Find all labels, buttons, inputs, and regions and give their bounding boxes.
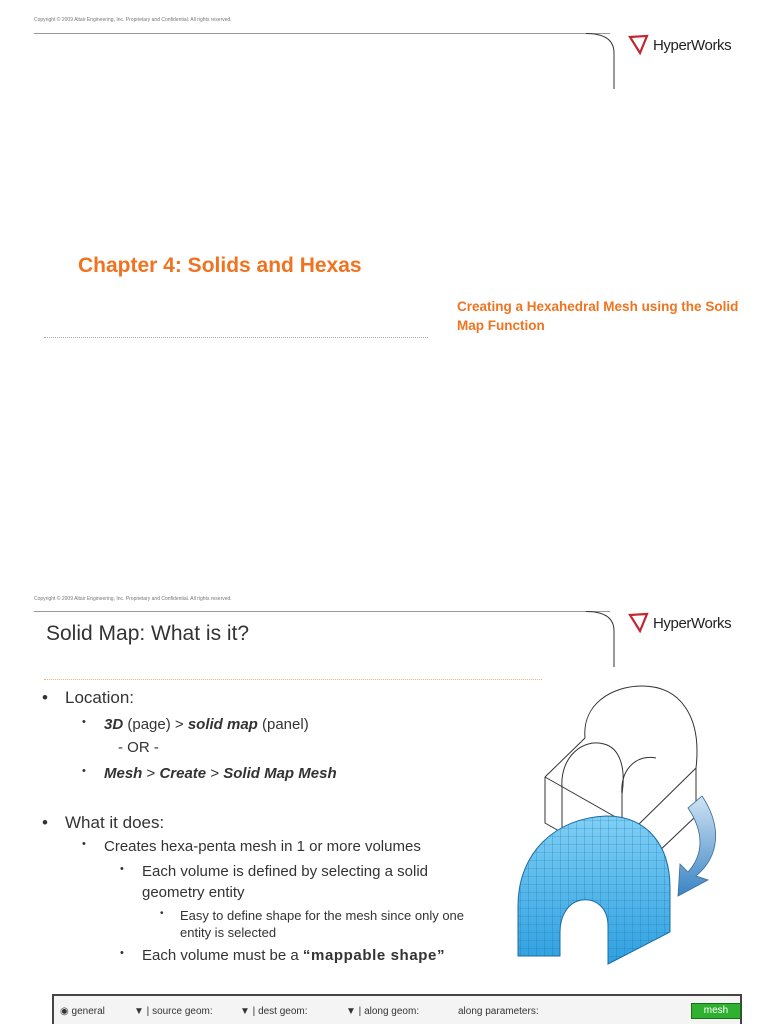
text-gt: >	[206, 765, 224, 782]
chapter-title: Chapter 4: Solids and Hexas	[78, 254, 362, 277]
copyright-text: Copyright © 2009 Altair Engineering, Inc. Proprietary and Confidential. All rights reserved.	[34, 17, 232, 23]
bullet-what-it-does: What it does:	[65, 813, 165, 832]
bullet-dot: •	[82, 838, 86, 850]
bullet-dot: •	[120, 863, 124, 875]
header-rule	[34, 33, 610, 34]
bullet-dot: •	[120, 947, 124, 959]
text-page: (page) >	[123, 716, 188, 733]
slide-solid-map	[0, 590, 768, 1024]
bullet-mappable	[142, 947, 445, 964]
bullet-dot: •	[82, 765, 86, 777]
bullet-easy-1: Easy to define shape for the mesh since only one	[180, 908, 465, 923]
dest-geom-label: dest geom:	[258, 1006, 308, 1017]
text-mappable-shape: “mappable shape”	[302, 947, 446, 964]
bullet-dot: •	[42, 813, 48, 832]
bullet-dot: •	[82, 716, 86, 728]
text-gt: >	[142, 765, 160, 782]
bullet-mesh-create	[104, 765, 337, 782]
mesh-button[interactable]: mesh	[691, 1003, 741, 1019]
logo-text: HyperWorks	[653, 36, 732, 54]
text-solid-map: solid map	[187, 716, 258, 733]
along-geom-dropdown[interactable]: ▼ | along geom:	[346, 1006, 420, 1017]
text-mappable-pre: Each volume must be a	[142, 947, 303, 964]
dotted-divider	[44, 679, 542, 680]
curved-arrow	[678, 796, 716, 896]
along-geom-label: along geom:	[364, 1006, 420, 1017]
bullet-dot: •	[42, 688, 48, 707]
along-parameters-label: along parameters:	[458, 1006, 539, 1017]
hyperworks-logo	[628, 612, 731, 634]
text-or: - OR -	[118, 739, 159, 756]
general-label: general	[71, 1006, 105, 1017]
source-geom-dropdown[interactable]: ▼ | source geom:	[134, 1006, 213, 1017]
bullet-each-volume-2: geometry entity	[142, 884, 245, 901]
dest-geom-dropdown[interactable]: ▼ | dest geom:	[240, 1006, 308, 1017]
altair-logo-icon	[628, 612, 650, 634]
hyperworks-logo	[628, 34, 731, 56]
slide-title: Solid Map: What is it?	[46, 622, 250, 645]
header-rule	[34, 611, 610, 612]
solid-map-figure	[512, 676, 768, 966]
altair-logo-icon	[628, 34, 650, 56]
text-solid-map-mesh: Solid Map Mesh	[223, 765, 337, 782]
header-curve	[586, 33, 616, 89]
bullet-easy-2: entity is selected	[180, 925, 277, 940]
chapter-subtitle: Creating a Hexahedral Mesh using the Solid Map Function	[457, 299, 739, 333]
bullet-dot: •	[160, 908, 164, 919]
bullet-3d-page	[104, 716, 309, 733]
meshed-solid	[518, 816, 670, 964]
source-geom-label: source geom:	[152, 1006, 213, 1017]
logo-text: HyperWorks	[653, 614, 732, 632]
solid-map-panel	[52, 994, 742, 1024]
bullet-creates: Creates hexa-penta mesh in 1 or more volumes	[104, 838, 421, 855]
text-create: Create	[159, 765, 207, 782]
bullet-each-volume-1: Each volume is defined by selecting a solid	[142, 863, 428, 880]
copyright-text: Copyright © 2009 Altair Engineering, Inc. Proprietary and Confidential. All rights reserved.	[34, 596, 232, 602]
bullet-location: Location:	[65, 688, 134, 707]
text-3d: 3D	[104, 716, 124, 733]
text-mesh: Mesh	[104, 765, 143, 782]
general-radio[interactable]: ◉ general	[60, 1006, 105, 1017]
dotted-divider	[44, 337, 428, 338]
text-panel: (panel)	[257, 716, 309, 733]
header-curve	[586, 611, 616, 667]
